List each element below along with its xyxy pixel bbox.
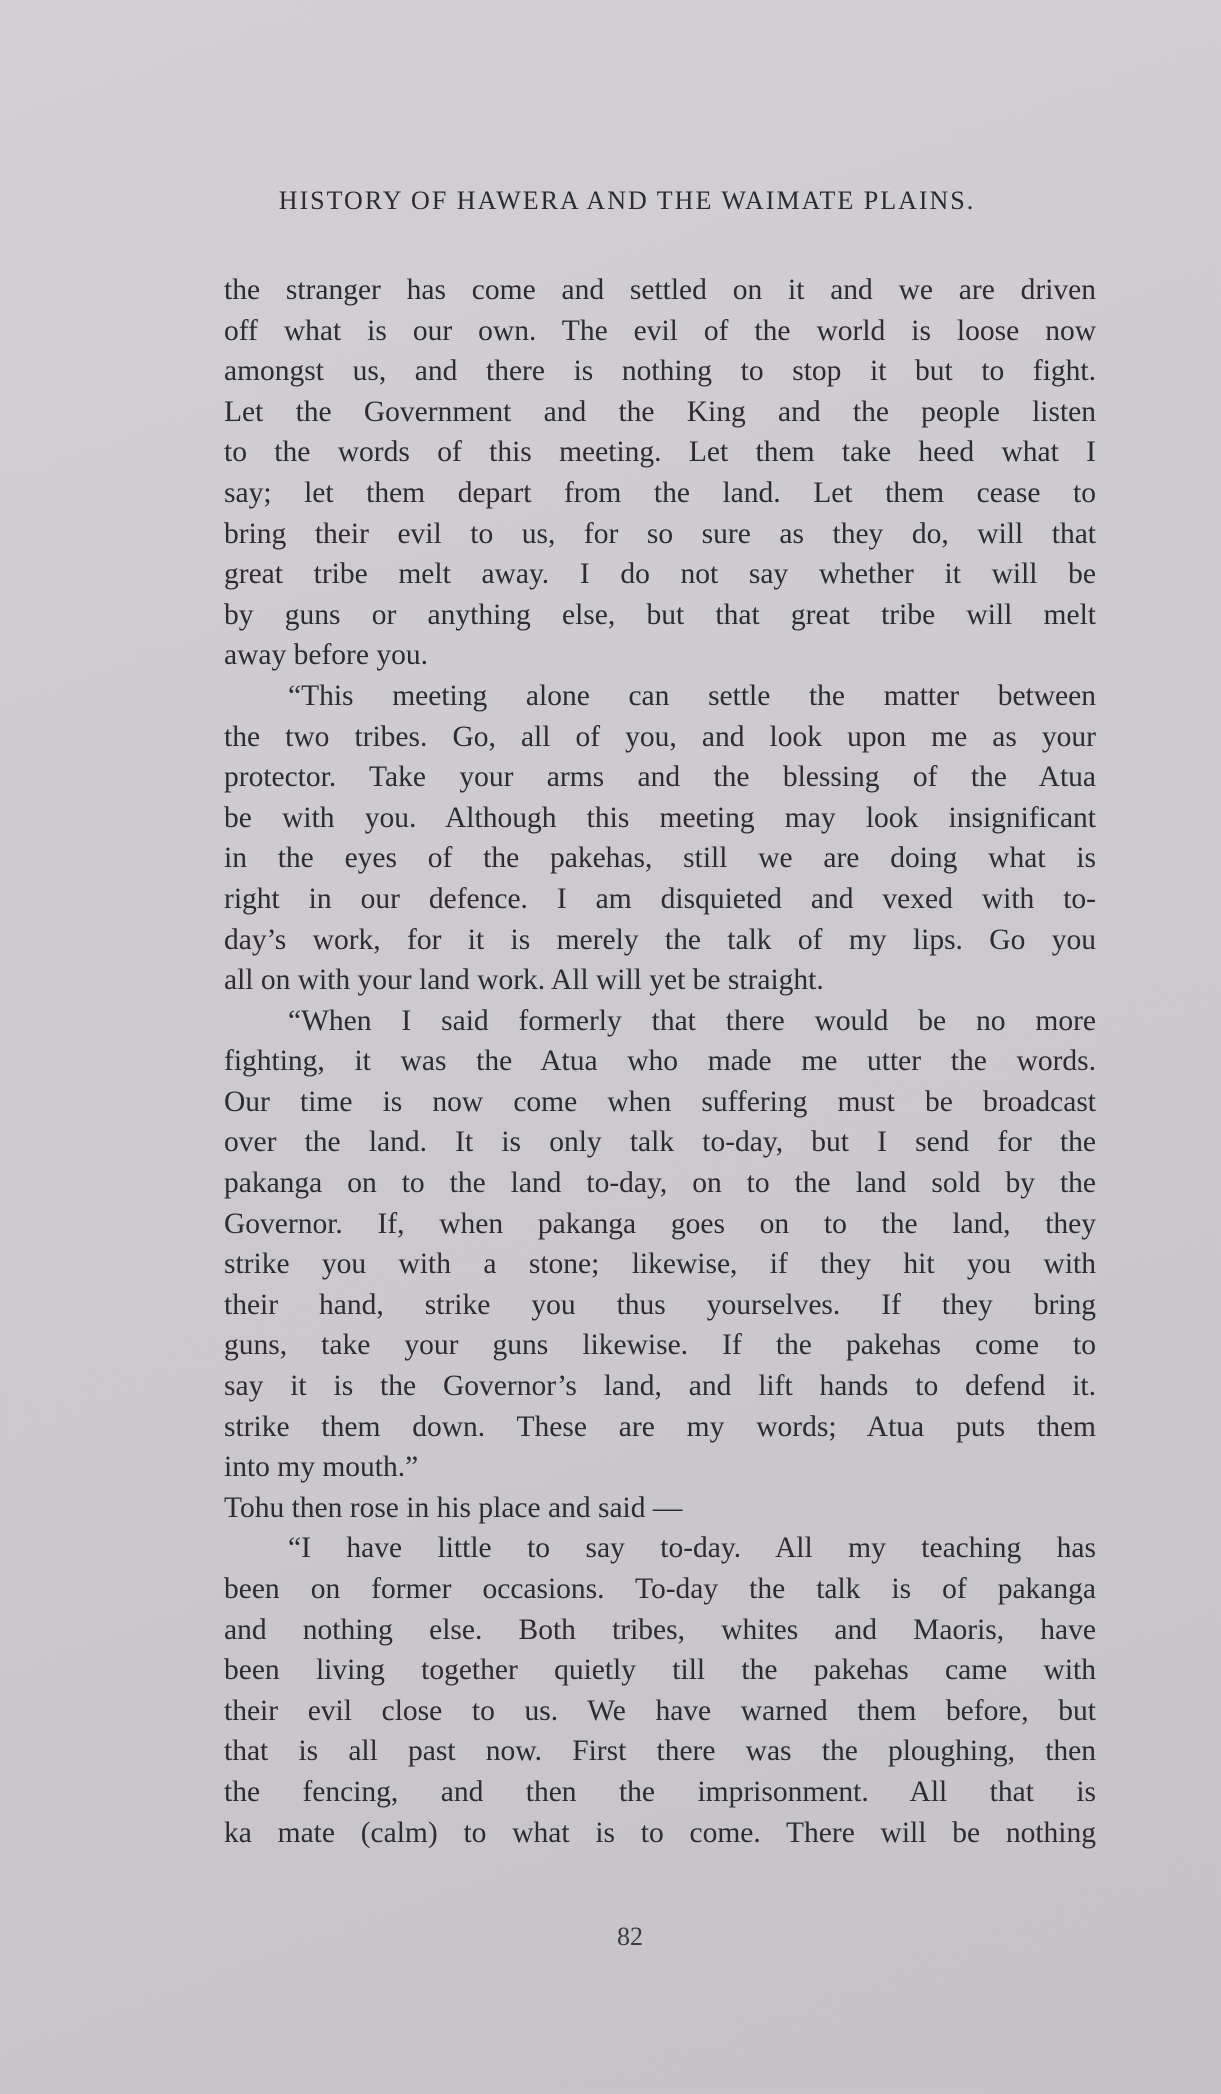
text-line: “This meeting alone can settle the matter between — [288, 679, 1096, 712]
text-line: the stranger has come and settled on it and we are driven — [224, 274, 1096, 306]
text-line: the fencing, and then the imprisonment. All that is — [224, 1775, 1096, 1808]
text-line: great tribe melt away. I do not say whether it will be — [224, 558, 1096, 591]
text-line: be with you. Although this meeting may look insignificant — [224, 801, 1096, 834]
text-line: amongst us, and there is nothing to stop it but to fight. — [224, 355, 1096, 388]
text-line: protector. Take your arms and the blessing of the Atua — [224, 761, 1096, 794]
text-line: to the words of this meeting. Let them take heed what I — [224, 436, 1096, 469]
text-line: fighting, it was the Atua who made me utter the words. — [224, 1045, 1096, 1078]
text-line: been living together quietly till the pakehas came with — [224, 1654, 1096, 1687]
text-line: Governor. If, when pakanga goes on to the land, they — [224, 1207, 1096, 1240]
text-line: bring their evil to us, for so sure as they do, will that — [224, 517, 1096, 550]
text-line: say; let them depart from the land. Let them cease to — [224, 476, 1096, 509]
text-line: strike them down. These are my words; Atua puts them — [224, 1410, 1096, 1443]
text-line: say it is the Governor’s land, and lift hands to defend it. — [224, 1370, 1096, 1403]
text-line: all on with your land work. All will yet be straight. — [224, 964, 824, 997]
text-line: guns, take your guns likewise. If the pakehas come to — [224, 1329, 1096, 1362]
running-head: HISTORY OF HAWERA AND THE WAIMATE PLAINS. — [278, 186, 976, 215]
text-line: and nothing else. Both tribes, whites and Maoris, have — [224, 1613, 1096, 1646]
text-line: their evil close to us. We have warned them before, but — [224, 1694, 1096, 1727]
text-line: away before you. — [224, 639, 428, 672]
text-line: that is all past now. First there was the ploughing, then — [224, 1735, 1096, 1768]
text-line: off what is our own. The evil of the world is loose now — [224, 314, 1096, 347]
text-line: strike you with a stone; likewise, if they hit you with — [224, 1248, 1096, 1281]
text-line: “When I said formerly that there would be no more — [288, 1004, 1096, 1037]
text-line: been on former occasions. To-day the talk is of pakanga — [224, 1573, 1096, 1605]
page-number: 82 — [617, 1922, 643, 1951]
body-text — [224, 270, 1096, 1853]
text-line: Tohu then rose in his place and said — — [224, 1491, 683, 1524]
text-line: right in our defence. I am disquieted and vexed with to- — [224, 882, 1096, 915]
text-line: their hand, strike you thus yourselves. If they bring — [224, 1288, 1096, 1321]
text-line: by guns or anything else, but that great tribe will melt — [224, 598, 1096, 631]
text-line: into my mouth.” — [224, 1451, 419, 1484]
text-line: “I have little to say to-day. All my teaching has — [288, 1532, 1096, 1565]
text-line: in the eyes of the pakehas, still we are doing what is — [224, 842, 1096, 875]
text-line: over the land. It is only talk to-day, but I send for the — [224, 1126, 1096, 1159]
text-line: Let the Government and the King and the people listen — [224, 395, 1096, 428]
text-line: pakanga on to the land to-day, on to the land sold by the — [224, 1167, 1096, 1200]
text-line: day’s work, for it is merely the talk of my lips. Go you — [224, 923, 1096, 956]
text-line: Our time is now come when suffering must be broadcast — [224, 1085, 1096, 1118]
text-line: ka mate (calm) to what is to come. There will be nothing — [224, 1816, 1096, 1849]
text-line: the two tribes. Go, all of you, and look upon me as your — [224, 720, 1096, 753]
